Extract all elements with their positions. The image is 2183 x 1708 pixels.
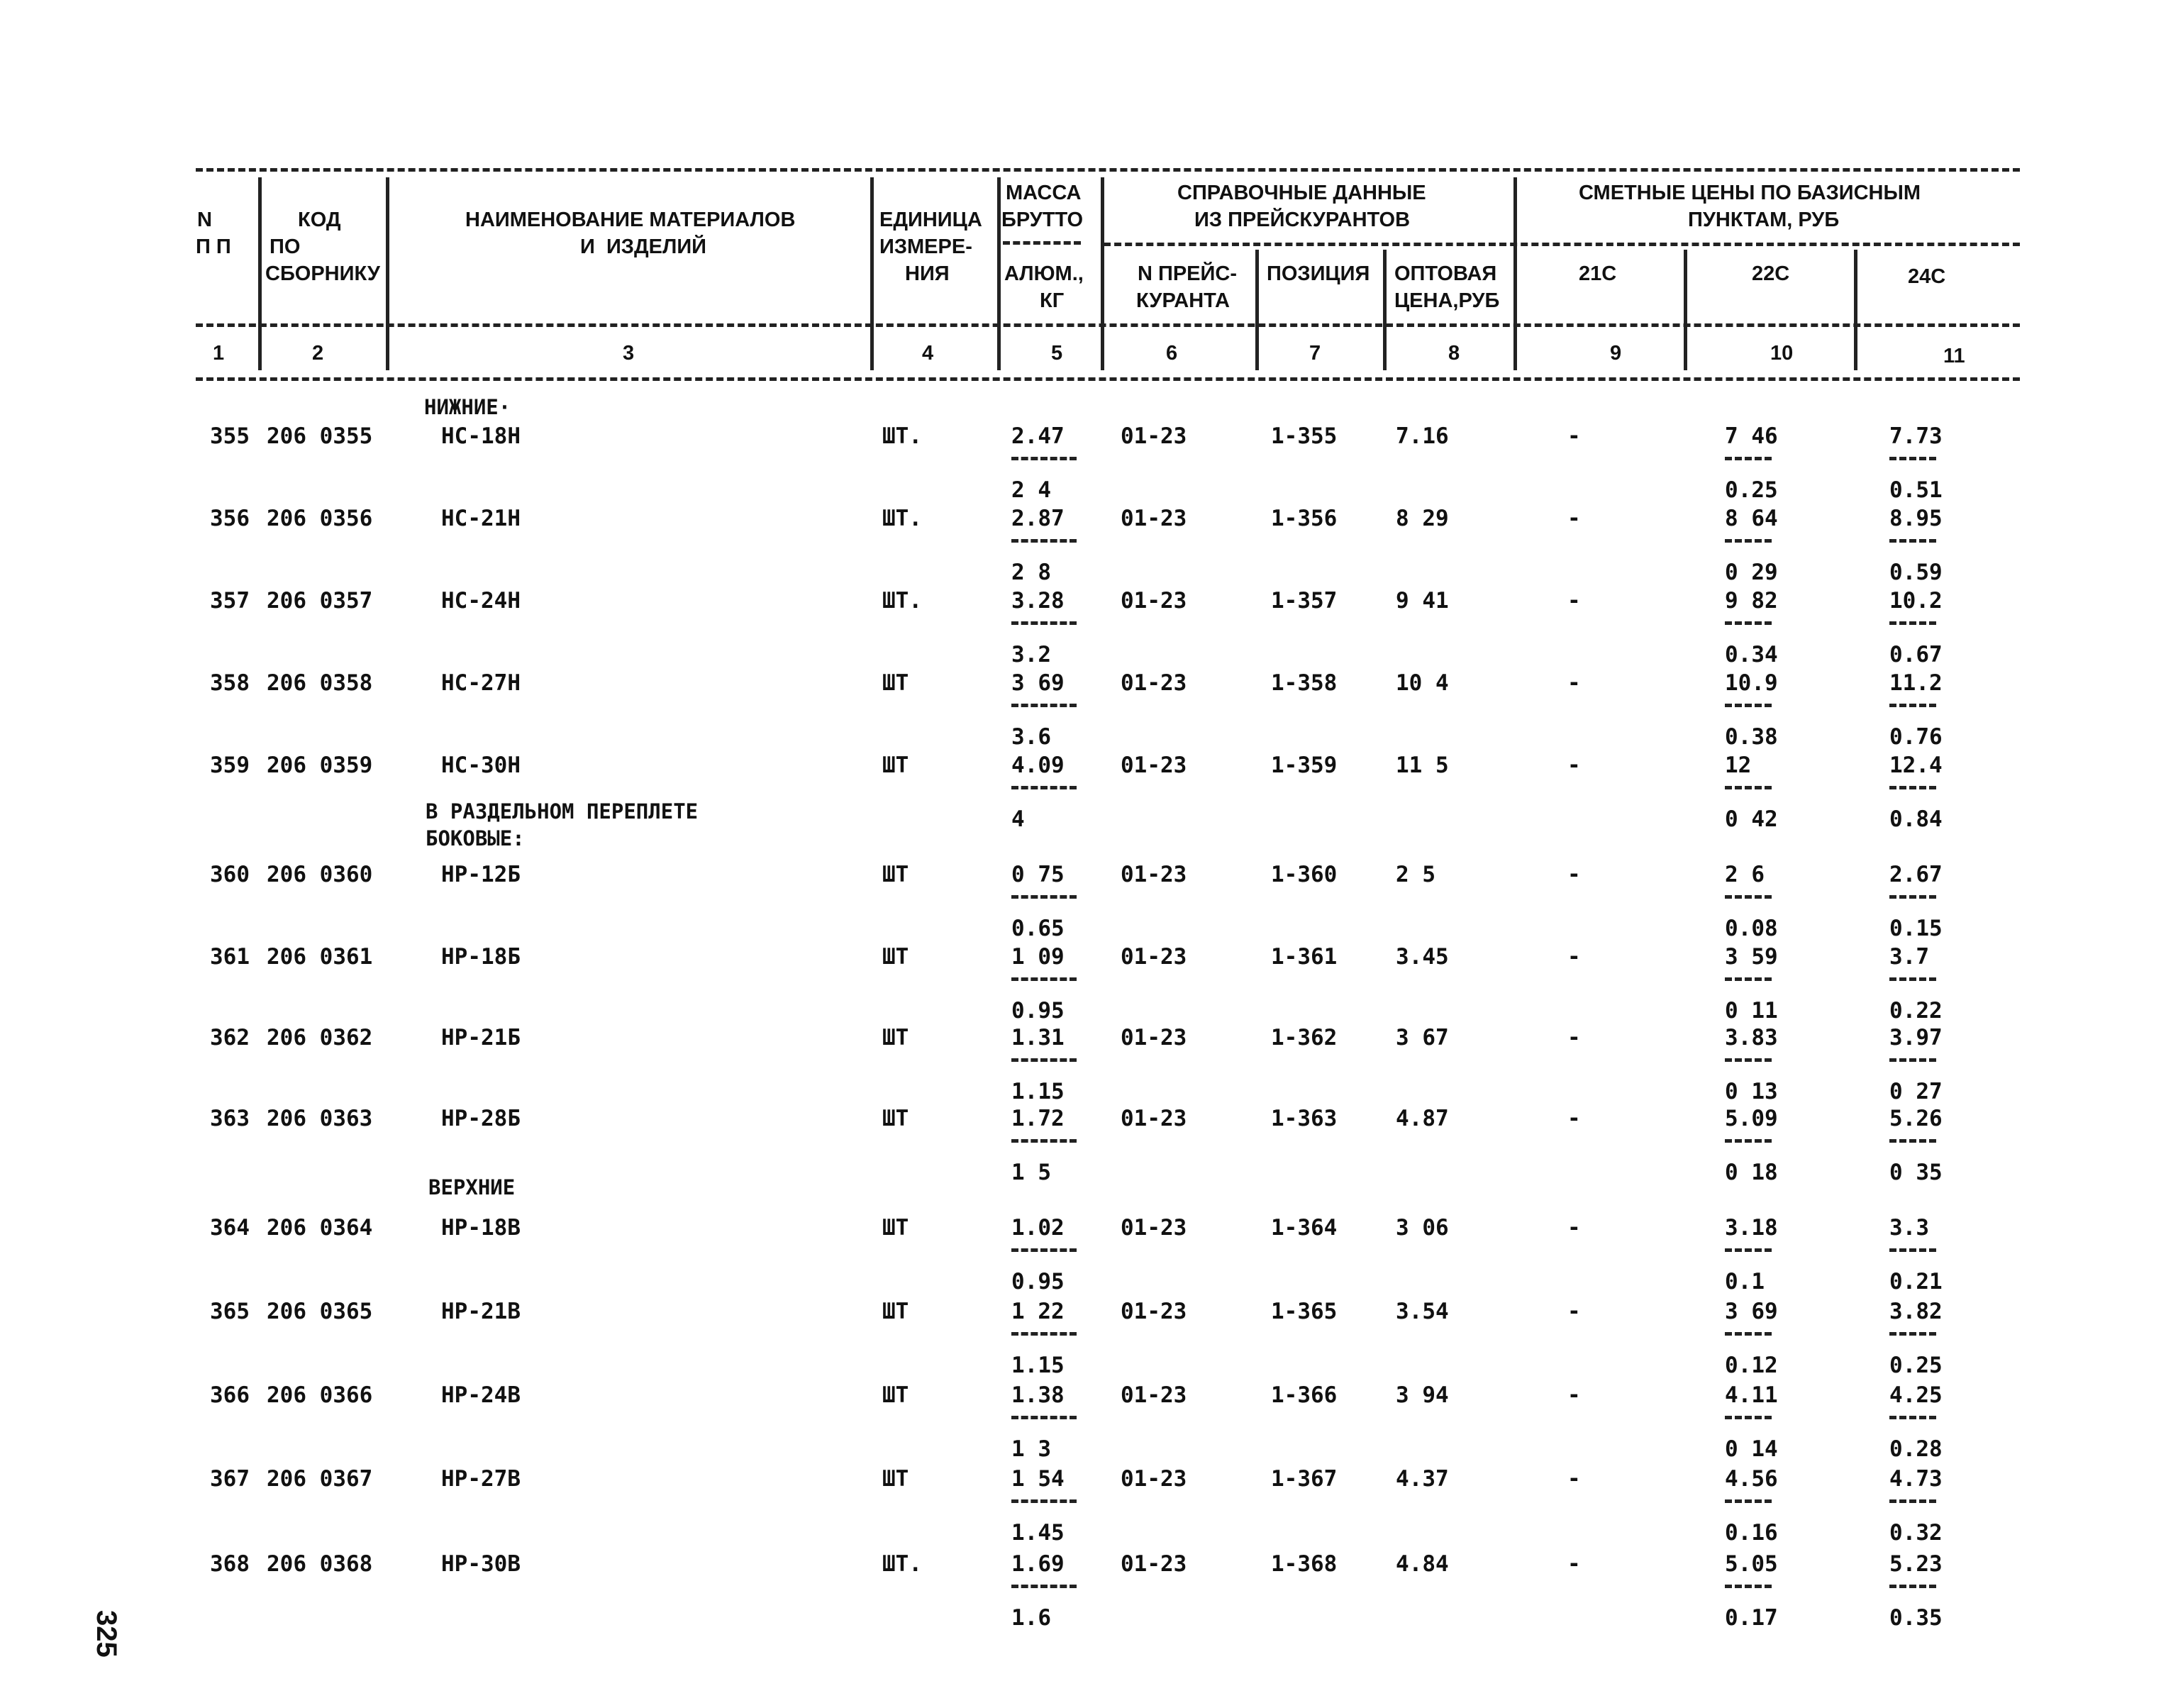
row-price-list: 01-23 <box>1121 506 1187 531</box>
row-code: 206 0363 <box>267 1106 373 1131</box>
price-22c-underline <box>1725 786 1772 789</box>
row-mass-alum: 0.95 <box>1011 1269 1065 1294</box>
row-unit: ШТ <box>882 1215 909 1241</box>
header-sep-2 <box>386 177 389 370</box>
col9-header: 21С <box>1579 262 1617 285</box>
row-wholesale-price: 4.84 <box>1396 1551 1449 1577</box>
row-price-24c-sub: 0 35 <box>1889 1160 1943 1185</box>
row-wholesale-price: 4.37 <box>1396 1466 1449 1492</box>
mass-underline <box>1011 1416 1077 1419</box>
row-price-21c: - <box>1567 862 1581 887</box>
price-24c-underline <box>1889 895 1936 899</box>
price-22c-underline <box>1725 1058 1772 1062</box>
row-price-list: 01-23 <box>1121 1025 1187 1050</box>
row-unit: ШТ. <box>882 506 922 531</box>
row-price-22c-sub: 0.38 <box>1725 724 1778 750</box>
row-name: НС-27Н <box>441 670 521 696</box>
header-sep-6 <box>1255 250 1259 370</box>
row-price-22c-sub: 0.34 <box>1725 642 1778 667</box>
row-price-list: 01-23 <box>1121 862 1187 887</box>
price-22c-underline <box>1725 704 1772 707</box>
row-price-24c-sub: 0.51 <box>1889 477 1943 503</box>
row-price-22c-sub: 0 14 <box>1725 1436 1778 1462</box>
row-mass-alum: 0.95 <box>1011 998 1065 1024</box>
row-price-22c: 5.09 <box>1725 1106 1778 1131</box>
col4-header-line1: ЕДИНИЦА <box>879 209 982 231</box>
header-sep-3 <box>870 177 874 370</box>
header-sep-4 <box>997 177 1001 370</box>
row-price-22c: 2 6 <box>1725 862 1765 887</box>
price-22c-underline <box>1725 895 1772 899</box>
prices-group-line2: ПУНКТАМ, РУБ <box>1688 209 1840 231</box>
row-price-list: 01-23 <box>1121 753 1187 778</box>
row-price-22c: 4.56 <box>1725 1466 1778 1492</box>
price-22c-underline <box>1725 457 1772 460</box>
price-22c-underline <box>1725 977 1772 981</box>
col4-header-line2: ИЗМЕРЕ- <box>879 235 972 258</box>
row-mass: 1.69 <box>1011 1551 1065 1577</box>
mass-underline <box>1011 704 1077 707</box>
row-mass-alum: 1 5 <box>1011 1160 1051 1185</box>
mass-underline <box>1011 1585 1077 1588</box>
row-mass: 2.47 <box>1011 423 1065 449</box>
row-price-22c-sub: 0.25 <box>1725 477 1778 503</box>
mass-underline <box>1011 621 1077 625</box>
row-number: 359 <box>210 753 250 778</box>
row-mass: 0 75 <box>1011 862 1065 887</box>
section-label-upper: ВЕРХНИЕ <box>428 1175 516 1199</box>
mass-underline <box>1011 1248 1077 1252</box>
column-number-2: 2 <box>312 342 324 365</box>
row-position: 1-357 <box>1271 588 1338 614</box>
row-price-24c: 7.73 <box>1889 423 1943 449</box>
column-number-3: 3 <box>623 342 635 365</box>
row-position: 1-368 <box>1271 1551 1338 1577</box>
row-code: 206 0357 <box>267 588 373 614</box>
row-unit: ШТ. <box>882 423 922 449</box>
row-name: НС-24Н <box>441 588 521 614</box>
row-name: НР-12Б <box>441 862 521 887</box>
row-price-21c: - <box>1567 1551 1581 1577</box>
row-price-22c-sub: 0.1 <box>1725 1269 1765 1294</box>
row-price-21c: - <box>1567 588 1581 614</box>
section-label-lower: НИЖНИЕ· <box>424 395 511 419</box>
row-price-22c: 4.11 <box>1725 1382 1778 1408</box>
column-number-9: 9 <box>1610 342 1622 365</box>
price-22c-underline <box>1725 621 1772 625</box>
row-price-24c: 2.67 <box>1889 862 1943 887</box>
column-number-10: 10 <box>1770 342 1794 365</box>
row-price-22c-sub: 0 29 <box>1725 560 1778 585</box>
header-sub-rule <box>1104 243 2020 246</box>
row-wholesale-price: 2 5 <box>1396 862 1435 887</box>
row-price-21c: - <box>1567 1466 1581 1492</box>
row-wholesale-price: 9 41 <box>1396 588 1449 614</box>
price-24c-underline <box>1889 539 1936 543</box>
row-code: 206 0367 <box>267 1466 373 1492</box>
row-price-22c: 8 64 <box>1725 506 1778 531</box>
row-price-24c: 4.25 <box>1889 1382 1943 1408</box>
row-position: 1-358 <box>1271 670 1338 696</box>
row-price-24c: 10.2 <box>1889 588 1943 614</box>
row-price-22c: 3.83 <box>1725 1025 1778 1050</box>
row-price-24c-sub: 0.59 <box>1889 560 1943 585</box>
row-name: НР-27В <box>441 1466 521 1492</box>
header-end-rule <box>196 377 2020 381</box>
mass-underline <box>1011 1058 1077 1062</box>
col4-header-line3: НИЯ <box>905 262 950 285</box>
header-sep-9 <box>1684 250 1687 370</box>
row-price-21c: - <box>1567 506 1581 531</box>
column-number-11: 11 <box>1943 345 1965 367</box>
row-unit: ШТ. <box>882 1551 922 1577</box>
row-price-22c: 3 69 <box>1725 1299 1778 1324</box>
row-number: 357 <box>210 588 250 614</box>
row-price-22c-sub: 0.16 <box>1725 1520 1778 1546</box>
column-number-7: 7 <box>1309 342 1321 365</box>
mass-underline <box>1011 539 1077 543</box>
header-sep-1 <box>258 177 262 370</box>
price-22c-underline <box>1725 1416 1772 1419</box>
row-price-list: 01-23 <box>1121 1215 1187 1241</box>
row-name: НС-18Н <box>441 423 521 449</box>
price-22c-underline <box>1725 1139 1772 1143</box>
row-price-list: 01-23 <box>1121 670 1187 696</box>
row-wholesale-price: 8 29 <box>1396 506 1449 531</box>
row-position: 1-363 <box>1271 1106 1338 1131</box>
row-price-24c-sub: 0.35 <box>1889 1605 1943 1631</box>
row-price-22c-sub: 0.08 <box>1725 916 1778 941</box>
col6-header-line2: КУРАНТА <box>1136 289 1230 312</box>
row-price-list: 01-23 <box>1121 1299 1187 1324</box>
row-mass: 2.87 <box>1011 506 1065 531</box>
row-unit: ШТ <box>882 670 909 696</box>
row-name: НР-18Б <box>441 944 521 970</box>
row-number: 362 <box>210 1025 250 1050</box>
row-price-21c: - <box>1567 1299 1581 1324</box>
price-24c-underline <box>1889 1332 1936 1336</box>
row-number: 368 <box>210 1551 250 1577</box>
row-price-22c: 3.18 <box>1725 1215 1778 1241</box>
row-wholesale-price: 3.54 <box>1396 1299 1449 1324</box>
row-number: 367 <box>210 1466 250 1492</box>
col8-header-line2: ЦЕНА,РУБ <box>1394 289 1500 312</box>
section-label-separate-binding: В РАЗДЕЛЬНОМ ПЕРЕПЛЕТЕ <box>426 799 699 824</box>
row-unit: ШТ <box>882 1299 909 1324</box>
row-number: 366 <box>210 1382 250 1408</box>
row-mass-alum: 1.15 <box>1011 1353 1065 1378</box>
price-24c-underline <box>1889 1248 1936 1252</box>
row-price-24c: 3.97 <box>1889 1025 1943 1050</box>
row-price-list: 01-23 <box>1121 423 1187 449</box>
row-price-22c: 9 82 <box>1725 588 1778 614</box>
row-wholesale-price: 3 06 <box>1396 1215 1449 1241</box>
prices-group-line1: СМЕТНЫЕ ЦЕНЫ ПО БАЗИСНЫМ <box>1579 182 1921 204</box>
row-mass-alum: 2 4 <box>1011 477 1051 503</box>
row-price-24c: 3.7 <box>1889 944 1929 970</box>
row-price-22c-sub: 0 42 <box>1725 806 1778 832</box>
row-code: 206 0366 <box>267 1382 373 1408</box>
row-price-list: 01-23 <box>1121 1466 1187 1492</box>
row-position: 1-355 <box>1271 423 1338 449</box>
row-unit: ШТ <box>882 944 909 970</box>
row-price-22c: 3 59 <box>1725 944 1778 970</box>
col3-header-line1: НАИМЕНОВАНИЕ МАТЕРИАЛОВ <box>465 209 796 231</box>
row-price-24c: 5.23 <box>1889 1551 1943 1577</box>
row-number: 365 <box>210 1299 250 1324</box>
row-wholesale-price: 3.45 <box>1396 944 1449 970</box>
row-price-list: 01-23 <box>1121 1106 1187 1131</box>
mass-underline <box>1011 457 1077 460</box>
col2-header-line3: СБОРНИКУ <box>265 262 380 285</box>
row-position: 1-364 <box>1271 1215 1338 1241</box>
header-col5-rule <box>1003 241 1081 245</box>
row-mass: 1.02 <box>1011 1215 1065 1241</box>
row-price-24c-sub: 0.15 <box>1889 916 1943 941</box>
header-sep-10 <box>1854 250 1857 370</box>
col2-header-line2: ПО <box>270 235 301 258</box>
reference-group-line1: СПРАВОЧНЫЕ ДАННЫЕ <box>1177 182 1426 204</box>
row-price-24c-sub: 0.21 <box>1889 1269 1943 1294</box>
mass-underline <box>1011 1499 1077 1503</box>
row-mass: 1 22 <box>1011 1299 1065 1324</box>
row-price-list: 01-23 <box>1121 1551 1187 1577</box>
mass-underline <box>1011 786 1077 789</box>
row-price-24c: 4.73 <box>1889 1466 1943 1492</box>
price-24c-underline <box>1889 786 1936 789</box>
row-unit: ШТ <box>882 753 909 778</box>
page-number: 325 <box>91 1610 122 1658</box>
row-price-list: 01-23 <box>1121 944 1187 970</box>
row-price-24c-sub: 0.32 <box>1889 1520 1943 1546</box>
col1-header-line1: N <box>197 209 212 231</box>
row-name: НС-21Н <box>441 506 521 531</box>
row-price-24c: 12.4 <box>1889 753 1943 778</box>
price-22c-underline <box>1725 1585 1772 1588</box>
row-price-24c-sub: 0.67 <box>1889 642 1943 667</box>
row-price-24c-sub: 0 27 <box>1889 1079 1943 1104</box>
header-top-rule <box>196 168 2020 172</box>
row-price-24c-sub: 0.28 <box>1889 1436 1943 1462</box>
row-unit: ШТ <box>882 1025 909 1050</box>
row-code: 206 0360 <box>267 862 373 887</box>
row-mass: 4.09 <box>1011 753 1065 778</box>
row-unit: ШТ <box>882 862 909 887</box>
row-price-24c-sub: 0.25 <box>1889 1353 1943 1378</box>
row-price-21c: - <box>1567 1025 1581 1050</box>
row-price-22c-sub: 0.12 <box>1725 1353 1778 1378</box>
row-code: 206 0362 <box>267 1025 373 1050</box>
row-name: НР-30В <box>441 1551 521 1577</box>
row-mass: 3 69 <box>1011 670 1065 696</box>
section-label-side: БОКОВЫЕ: <box>426 826 525 850</box>
row-mass-alum: 3.2 <box>1011 642 1051 667</box>
row-wholesale-price: 10 4 <box>1396 670 1449 696</box>
col5-header-bottom2: КГ <box>1040 289 1065 312</box>
row-name: НР-18В <box>441 1215 521 1241</box>
row-code: 206 0368 <box>267 1551 373 1577</box>
row-code: 206 0359 <box>267 753 373 778</box>
row-code: 206 0364 <box>267 1215 373 1241</box>
row-price-24c: 5.26 <box>1889 1106 1943 1131</box>
row-price-21c: - <box>1567 670 1581 696</box>
col1-header-line2: П П <box>196 235 231 258</box>
price-24c-underline <box>1889 977 1936 981</box>
price-24c-underline <box>1889 1139 1936 1143</box>
row-price-22c: 10.9 <box>1725 670 1778 696</box>
col2-header-line1: КОД <box>298 209 341 231</box>
column-number-6: 6 <box>1166 342 1178 365</box>
row-number: 364 <box>210 1215 250 1241</box>
col11-header: 24С <box>1908 265 1946 288</box>
row-mass: 3.28 <box>1011 588 1065 614</box>
row-price-list: 01-23 <box>1121 588 1187 614</box>
row-number: 358 <box>210 670 250 696</box>
col6-header-line1: N ПРЕЙС- <box>1138 262 1237 285</box>
row-price-24c: 8.95 <box>1889 506 1943 531</box>
row-position: 1-366 <box>1271 1382 1338 1408</box>
col5-header-bottom1: АЛЮМ., <box>1004 262 1084 285</box>
row-price-22c-sub: 0 13 <box>1725 1079 1778 1104</box>
price-24c-underline <box>1889 457 1936 460</box>
row-position: 1-356 <box>1271 506 1338 531</box>
row-mass: 1 54 <box>1011 1466 1065 1492</box>
row-mass: 1.31 <box>1011 1025 1065 1050</box>
price-24c-underline <box>1889 1416 1936 1419</box>
row-price-21c: - <box>1567 1106 1581 1131</box>
row-name: НР-24В <box>441 1382 521 1408</box>
row-position: 1-365 <box>1271 1299 1338 1324</box>
price-24c-underline <box>1889 1585 1936 1588</box>
row-price-21c: - <box>1567 944 1581 970</box>
price-24c-underline <box>1889 1499 1936 1503</box>
reference-group-line2: ИЗ ПРЕЙСКУРАНТОВ <box>1194 209 1411 231</box>
row-name: НР-21В <box>441 1299 521 1324</box>
row-number: 363 <box>210 1106 250 1131</box>
row-price-21c: - <box>1567 753 1581 778</box>
header-sep-8 <box>1513 177 1517 370</box>
row-code: 206 0358 <box>267 670 373 696</box>
row-position: 1-361 <box>1271 944 1338 970</box>
row-price-21c: - <box>1567 423 1581 449</box>
col3-header-line2: И ИЗДЕЛИЙ <box>580 235 707 258</box>
row-unit: ШТ <box>882 1466 909 1492</box>
row-code: 206 0365 <box>267 1299 373 1324</box>
row-mass-alum: 3.6 <box>1011 724 1051 750</box>
row-price-22c: 7 46 <box>1725 423 1778 449</box>
row-mass-alum: 0.65 <box>1011 916 1065 941</box>
row-mass-alum: 1.45 <box>1011 1520 1065 1546</box>
row-wholesale-price: 11 5 <box>1396 753 1449 778</box>
col10-header: 22С <box>1752 262 1790 285</box>
row-mass-alum: 4 <box>1011 806 1025 832</box>
row-code: 206 0361 <box>267 944 373 970</box>
column-number-1: 1 <box>213 342 225 365</box>
row-number: 360 <box>210 862 250 887</box>
row-wholesale-price: 4.87 <box>1396 1106 1449 1131</box>
row-price-22c: 5.05 <box>1725 1551 1778 1577</box>
row-name: НР-21Б <box>441 1025 521 1050</box>
row-price-24c-sub: 0.84 <box>1889 806 1943 832</box>
row-price-24c: 3.82 <box>1889 1299 1943 1324</box>
mass-underline <box>1011 895 1077 899</box>
row-price-22c-sub: 0 11 <box>1725 998 1778 1024</box>
row-mass: 1.38 <box>1011 1382 1065 1408</box>
row-price-24c: 3.3 <box>1889 1215 1929 1241</box>
price-22c-underline <box>1725 1332 1772 1336</box>
header-bottom-rule <box>196 323 2020 327</box>
row-price-21c: - <box>1567 1382 1581 1408</box>
row-wholesale-price: 7.16 <box>1396 423 1449 449</box>
row-price-24c-sub: 0.22 <box>1889 998 1943 1024</box>
row-mass: 1 09 <box>1011 944 1065 970</box>
row-mass-alum: 2 8 <box>1011 560 1051 585</box>
column-number-4: 4 <box>922 342 934 365</box>
col5-header-top1: МАССА <box>1006 182 1082 204</box>
row-mass: 1.72 <box>1011 1106 1065 1131</box>
row-number: 356 <box>210 506 250 531</box>
mass-underline <box>1011 1139 1077 1143</box>
row-mass-alum: 1 3 <box>1011 1436 1051 1462</box>
header-sep-5 <box>1101 177 1104 370</box>
mass-underline <box>1011 977 1077 981</box>
column-number-8: 8 <box>1448 342 1460 365</box>
row-price-22c-sub: 0 18 <box>1725 1160 1778 1185</box>
row-position: 1-362 <box>1271 1025 1338 1050</box>
row-price-24c: 11.2 <box>1889 670 1943 696</box>
price-24c-underline <box>1889 704 1936 707</box>
row-code: 206 0356 <box>267 506 373 531</box>
row-wholesale-price: 3 94 <box>1396 1382 1449 1408</box>
row-unit: ШТ <box>882 1382 909 1408</box>
row-mass-alum: 1.6 <box>1011 1605 1051 1631</box>
row-position: 1-360 <box>1271 862 1338 887</box>
row-mass-alum: 1.15 <box>1011 1079 1065 1104</box>
price-22c-underline <box>1725 1248 1772 1252</box>
row-unit: ШТ. <box>882 588 922 614</box>
header-sep-7 <box>1383 250 1387 370</box>
col8-header-line1: ОПТОВАЯ <box>1394 262 1497 285</box>
row-name: НС-30Н <box>441 753 521 778</box>
mass-underline <box>1011 1332 1077 1336</box>
row-number: 355 <box>210 423 250 449</box>
price-22c-underline <box>1725 539 1772 543</box>
row-position: 1-359 <box>1271 753 1338 778</box>
row-price-24c-sub: 0.76 <box>1889 724 1943 750</box>
row-price-list: 01-23 <box>1121 1382 1187 1408</box>
row-price-22c: 12 <box>1725 753 1752 778</box>
row-price-21c: - <box>1567 1215 1581 1241</box>
row-number: 361 <box>210 944 250 970</box>
row-code: 206 0355 <box>267 423 373 449</box>
column-number-5: 5 <box>1051 342 1063 365</box>
row-wholesale-price: 3 67 <box>1396 1025 1449 1050</box>
col5-header-top2: БРУТТО <box>1001 209 1084 231</box>
col7-header: ПОЗИЦИЯ <box>1267 262 1370 285</box>
row-price-22c-sub: 0.17 <box>1725 1605 1778 1631</box>
row-position: 1-367 <box>1271 1466 1338 1492</box>
row-unit: ШТ <box>882 1106 909 1131</box>
price-24c-underline <box>1889 621 1936 625</box>
price-24c-underline <box>1889 1058 1936 1062</box>
row-name: НР-28Б <box>441 1106 521 1131</box>
price-22c-underline <box>1725 1499 1772 1503</box>
